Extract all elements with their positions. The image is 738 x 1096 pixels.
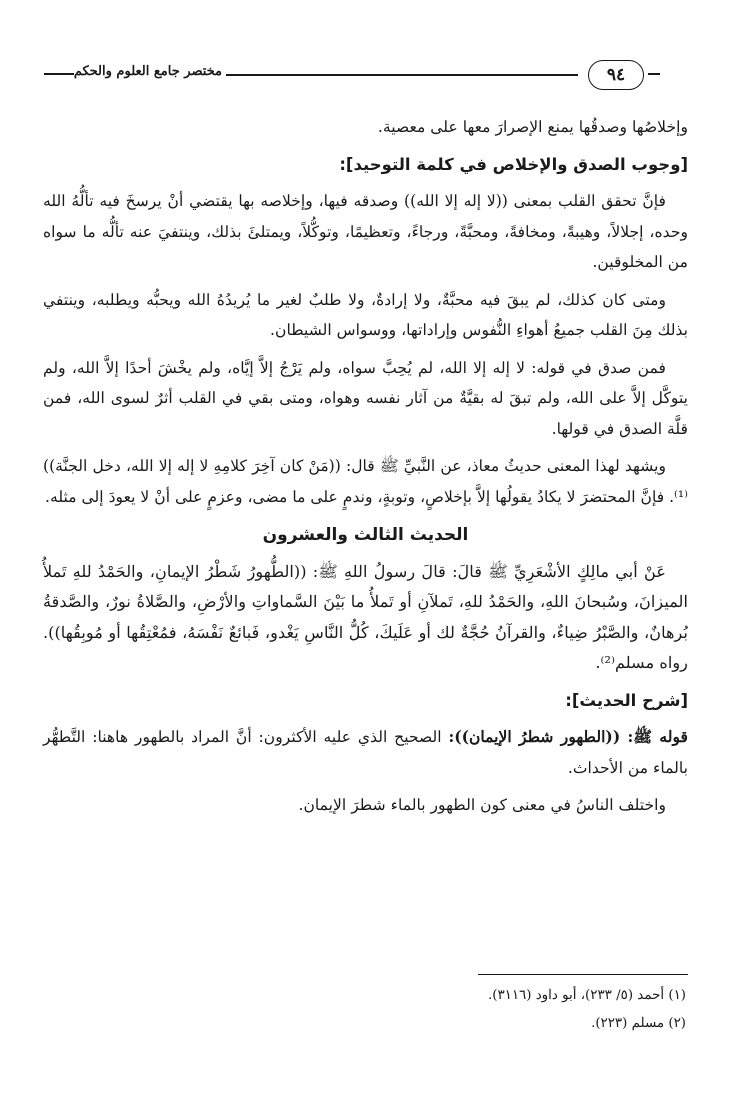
commentary-heading: [شرح الحديث]: (565, 690, 688, 710)
section-heading-sincerity: [وجوب الصدق والإخلاص في كلمة التوحيد]: (339, 154, 688, 174)
purity-explanation: الصحيح الذي عليه الأكثرون: أنَّ المراد بالطهور هاهنا: التَّطهُّر بالماء من الأحداث. (43, 728, 688, 777)
paragraph-when-so: ومتى كان كذلك، لم يبقَ فيه محبَّةٌ، ولا إرادةٌ، ولا طلبٌ لغير ما يُريدُهُ الله ويحبُّه ويطلبه، وينتفي بذلك مِنَ القلب جميعُ أهواءِ النُّفوس وإراداتها، ووسواس الشيطان. (43, 290, 688, 339)
footnote-1: (١) أحمد (٥/ ٢٣٣)، أبو داود (٣١١٦). (487, 988, 686, 1003)
purity-quote-lead: قوله ﷺ: ((الطهور شطرُ الإيمان)): (448, 727, 688, 746)
running-title: مختصر جامع العلوم والحكم (73, 64, 222, 79)
footnote-separator (478, 974, 688, 975)
page-number: ٩٤ (606, 65, 626, 85)
footnote-2: (٢) مسلم (٢٢٣). (591, 1016, 686, 1031)
paragraph-muadh-hadith: ويشهد لهذا المعنى حديثُ معاذ، عن النَّبيِّ ﷺ قال: ((مَنْ كان آخِرَ كلامِهِ لا إله إلا الله، دخل الجنَّة))⁽¹⁾. فإنَّ المحتضرَ لا يكادُ يقولُها إلاَّ بإخلاصٍ، وتوبةٍ، وندمٍ على ما مضى، وعزمٍ على أنْ لا يعودَ إلى مثله. (43, 457, 688, 506)
paragraph-tawhid: فإنَّ تحقق القلب بمعنى ((لا إله إلا الله)) وصدقه فيها، وإخلاصه بها يقتضي أنْ يرسخَ فيه تألُّهُ الله وحده، إجلالاً، وهيبةً، ومخافةً، ومحبَّةً، ورجاءً، وتعظيمًا، وتوكُّلاً، ويمتلئَ بذلك، وينتفيَ عنه تألُّه ما سواه من المخلوقين. (43, 192, 688, 271)
paragraph-purity (43, 722, 688, 783)
hadith-text: عَنْ أبي مالِكٍ الأشْعَرِيِّ ﷺ قالَ: قالَ رسولُ اللهِ ﷺ: ((الطُّهورُ شَطْرُ الإيمانِ، والحَمْدُ للهِ تَملأُ الميزانَ، وسُبحانَ اللهِ، والحَمْدُ للهِ، تَملآنِ أو تَملأُ ما بَيْنَ السَّماواتِ والأرْضِ، والصَّلاةُ نورٌ، والصَّدقةُ بُرهانٌ، والصَّبْرُ ضِياءٌ، والقرآنُ حُجَّةٌ لك أو عَلَيكَ، كُلُّ النَّاسِ يَغْدو، فَبائعٌ نَفْسَهُ، فمُعْتِقُها أو مُوبِقُها)). رواه مسلم⁽²⁾. (43, 561, 688, 672)
paragraph-truthful: فمن صدق في قوله: لا إله إلا الله، لم يُحِبَّ سواه، ولم يَرْجُ إلاَّ إيَّاه، ولم يخْشَ أحدًا إلاَّ الله، ولم يتوكَّل إلاَّ على الله، ولم تبقَ له بقيَّةٌ من آثار نفسه وهواه، ومتى بقي في القلب أثرٌ لسوى الله، فمن قلَّة الصدق في قولها. (43, 358, 688, 438)
page-body (43, 112, 688, 828)
hadith-title: الحديث الثالث والعشرون (262, 525, 469, 545)
page-number-badge (588, 60, 644, 90)
header-dash-left (44, 73, 74, 75)
page-header (30, 52, 696, 96)
paragraph-continuation: وإخلاصُها وصدقُها يمنع الإصرارَ معها على معصية. (377, 118, 688, 136)
header-dash-right (648, 73, 660, 75)
footnotes (46, 982, 686, 1038)
paragraph-disagreement: واختلف الناسُ في معنى كون الطهور بالماء شطرَ الإيمان. (298, 796, 666, 814)
header-rule (226, 74, 578, 76)
